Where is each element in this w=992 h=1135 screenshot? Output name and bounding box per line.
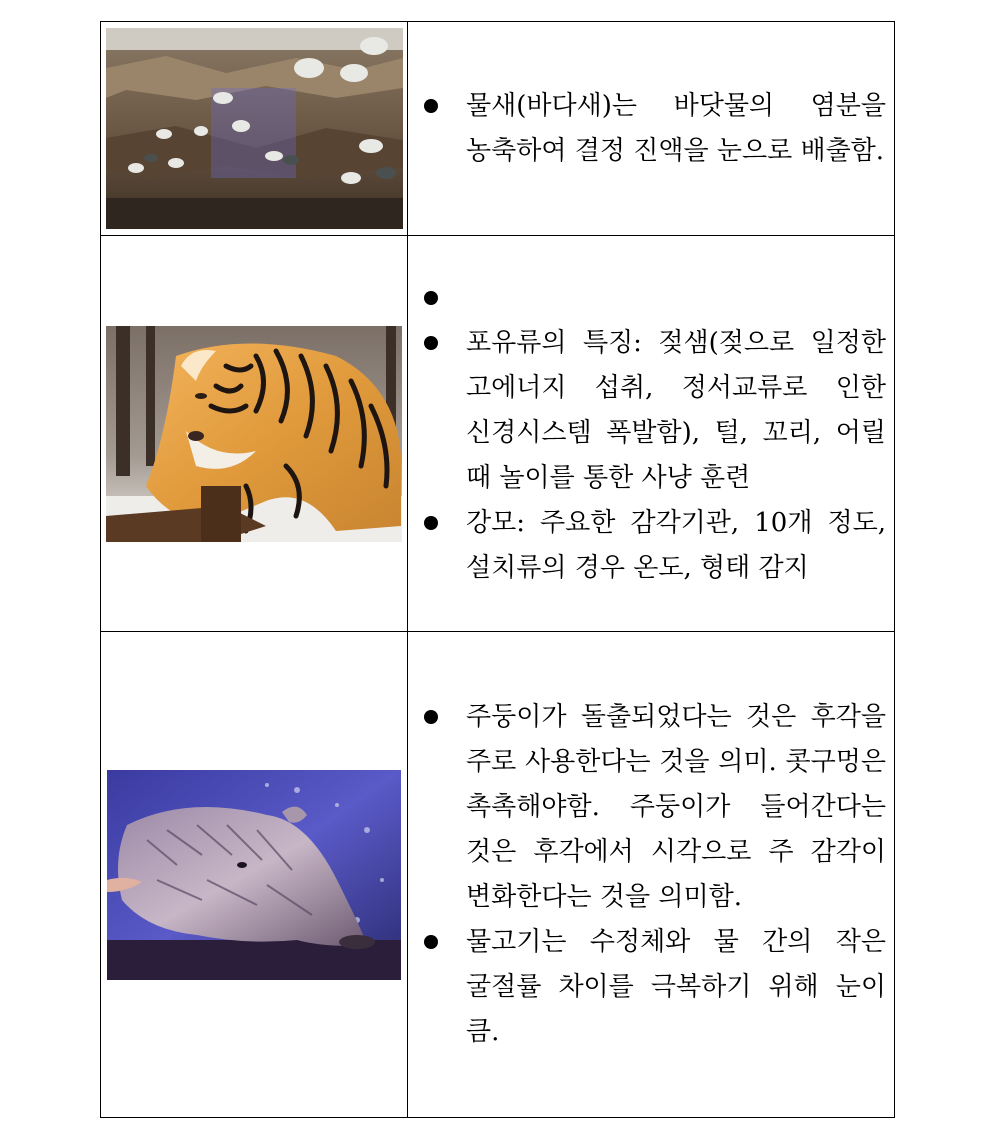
bullet-icon bbox=[424, 516, 438, 530]
bullet-icon bbox=[424, 291, 438, 305]
bullet-item: 포유류의 특징: 젖샘(젖으로 일정한 고에너지 섭취, 정서교류로 인한 신경시스템 폭발함), 털, 꼬리, 어릴 때 놀이를 통한 사냥 훈련 bbox=[418, 321, 886, 501]
bullet-icon bbox=[424, 710, 438, 724]
table-row bbox=[101, 236, 895, 632]
wild-boar-diorama-photo bbox=[107, 770, 401, 980]
text-cell bbox=[408, 22, 895, 236]
bullet-item: 강모: 주요한 감각기관, 10개 정도, 설치류의 경우 온도, 형태 감지 bbox=[418, 501, 886, 591]
bullet-item: 물새(바다새)는 바닷물의 염분을 농축하여 결정 진액을 눈으로 배출함. bbox=[418, 84, 886, 174]
table-row bbox=[101, 632, 895, 1118]
table-row bbox=[101, 22, 895, 236]
bullet-item: 주둥이가 돌출되었다는 것은 후각을 주로 사용한다는 것을 의미. 콧구멍은 촉촉해야함. 주둥이가 들어간다는 것은 후각에서 시각으로 주 감각이 변화한다는 것을 의미함. bbox=[418, 695, 886, 920]
image-cell bbox=[101, 22, 408, 236]
text-cell bbox=[408, 632, 895, 1118]
tiger-diorama-photo bbox=[106, 326, 402, 542]
image-cell bbox=[101, 236, 408, 632]
bullet-item: 물고기는 수정체와 물 간의 작은 굴절률 차이를 극복하기 위해 눈이 큼. bbox=[418, 920, 886, 1055]
image-cell bbox=[101, 632, 408, 1118]
bullet-list bbox=[408, 276, 894, 591]
bullet-icon bbox=[424, 935, 438, 949]
bullet-list bbox=[408, 695, 894, 1055]
bullet-list bbox=[408, 84, 894, 174]
text-cell bbox=[408, 236, 895, 632]
content-table bbox=[100, 21, 895, 1118]
seabird-diorama-photo bbox=[106, 28, 403, 229]
bullet-item bbox=[418, 276, 886, 321]
bullet-icon bbox=[424, 99, 438, 113]
bullet-icon bbox=[424, 336, 438, 350]
